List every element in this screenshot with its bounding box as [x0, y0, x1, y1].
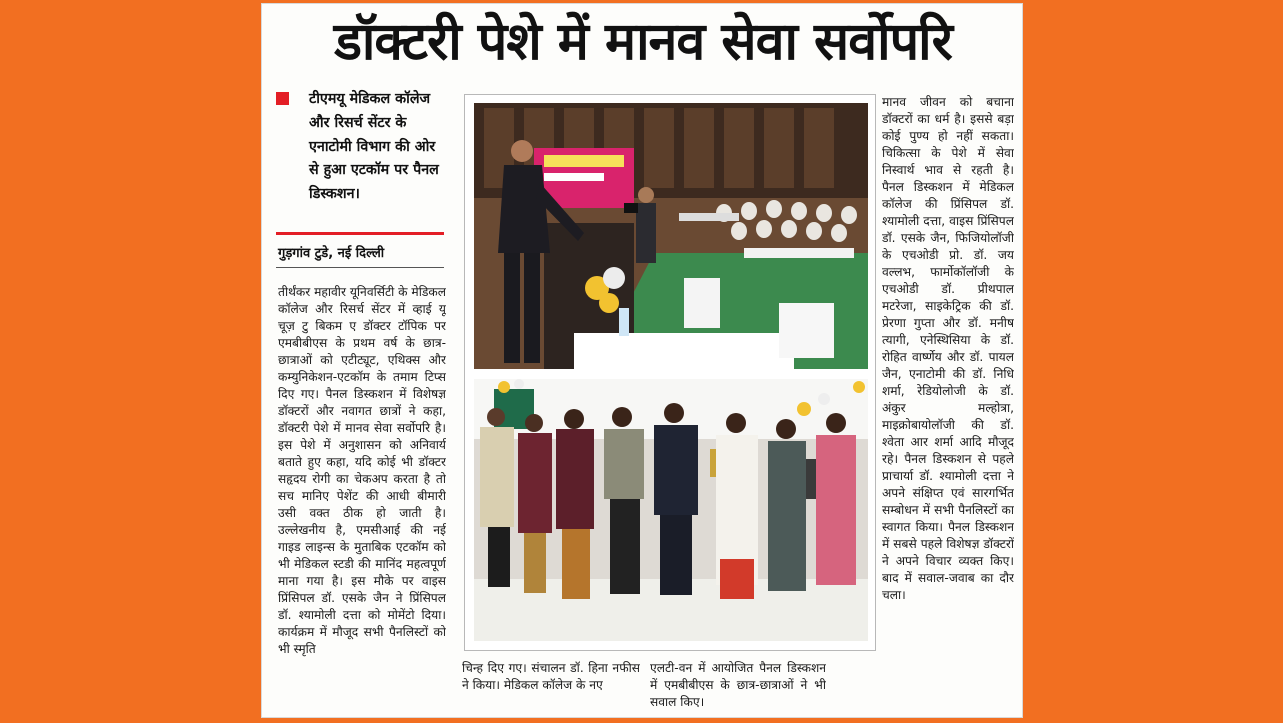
thin-divider: [276, 267, 444, 268]
body-column-right: मानव जीवन को बचाना डॉक्टरों का धर्म है। इससे बड़ा कोई पुण्य हो नहीं सकता। चिकित्सा के पेशे में सेवा निस्वार्थ भाव से रहती है। पैनल डिस्कशन में मेडिकल कॉलेज की प्रिंसिपल डॉ. श्यामोली दत्ता, वाइस प्रिंसिपल डॉ. एसके जैन, फिजियोलॉजी के एचओडी प्रो. डॉ. जय वल्लभ, फार्मोकॉलॉजी के एचओडी डॉ. प्रीथपाल मटरेजा, साइकेट्रिक की डॉ. प्रेरणा गुप्ता और डॉ. मनीष त्यागी, एनेस्थिसिया के डॉ. रोहित वार्ष्णेय और डॉ. पायल जैन, एनाटोमी की डॉ. निधि शर्मा, रेडियोलोजी के डॉ. अंकुर मल्होत्रा, माइक्रोबायोलॉजी की डॉ. श्वेता आर शर्मा आदि मौजूद रहे। पैनल डिस्कशन से पहले प्राचार्या डॉ. श्यामोली दत्ता ने अपने संक्षिप्त एवं सारगर्भित सम्बोधन में सभी पैनलिस्टों का स्वागत किया। पैनल डिस्कशन में सबसे पहले विशेषज्ञ डॉक्टरों ने अपने विचार व्यक्त किए। बाद में सवाल-जवाब का दौर चला।: [882, 95, 1014, 602]
group-award-photo: [474, 379, 868, 641]
subheading: टीएमयू मेडिकल कॉलेज और रिसर्च सेंटर के एनाटोमी विभाग की ओर से हुआ एटकॉम पर पैनल डिस्कशन।: [309, 91, 439, 203]
auditorium-speaker-photo: [474, 103, 868, 369]
dateline: गुड़गांव टुडे, नई दिल्ली: [278, 246, 385, 261]
photo-frame: [464, 94, 876, 651]
newspaper-clipping: [262, 4, 1022, 717]
red-square-bullet-icon: [276, 92, 289, 105]
headline: डॉक्टरी पेशे में मानव सेवा सर्वोपरि: [334, 12, 952, 72]
body-column-left: तीर्थंकर महावीर यूनिवर्सिटी के मेडिकल कॉलेज और रिसर्च सेंटर में व्हाई यू चूज़ टु बिकम ए डॉक्टर टॉपिक पर एमबीबीएस के प्रथम वर्ष के छात्र-छात्राओं को एटीट्यूट, एथिक्स और कम्युनिकेशन-एटकॉम के तमाम टिप्स दिए गए। पैनल डिस्कशन में विशेषज्ञ डॉक्टरों और नवागत छात्रों ने कहा, डॉक्टरी पेशे में मानव सेवा सर्वोपरि है। इस पेशे में अनुशासन को अनिवार्य बताते हुए कहा, यदि कोई भी डॉक्टर सहृदय रोगी का चेकअप करता है तो सच मानिए पेशेंट की आधी बीमारी उसी वक्त ठीक हो जाती है। उल्लेखनीय है, एमसीआई की नई गाइड लाइन्स के मुताबिक एटकॉम को भी मेडिकल स्टडी की मानिंद महत्वपूर्ण माना गया है। इस मौके पर वाइस प्रिंसिपल डॉ. एसके जैन ने प्रिंसिपल डॉ. श्यामोली दत्ता को मोमेंटो दिया। कार्यक्रम में मौजूद सभी पैनलिस्टों को भी स्मृति: [278, 285, 446, 656]
body-column-bottom-2: एलटी-वन में आयोजित पैनल डिस्कशन में एमबीबीएस के छात्र-छात्राओं ने भी सवाल किए।: [650, 661, 826, 709]
red-divider: [276, 232, 444, 235]
body-column-bottom-1: चिन्ह दिए गए। संचालन डॉ. हिना नफीस ने किया। मेडिकल कॉलेज के नए: [462, 661, 640, 692]
subheading-box: [276, 88, 446, 207]
